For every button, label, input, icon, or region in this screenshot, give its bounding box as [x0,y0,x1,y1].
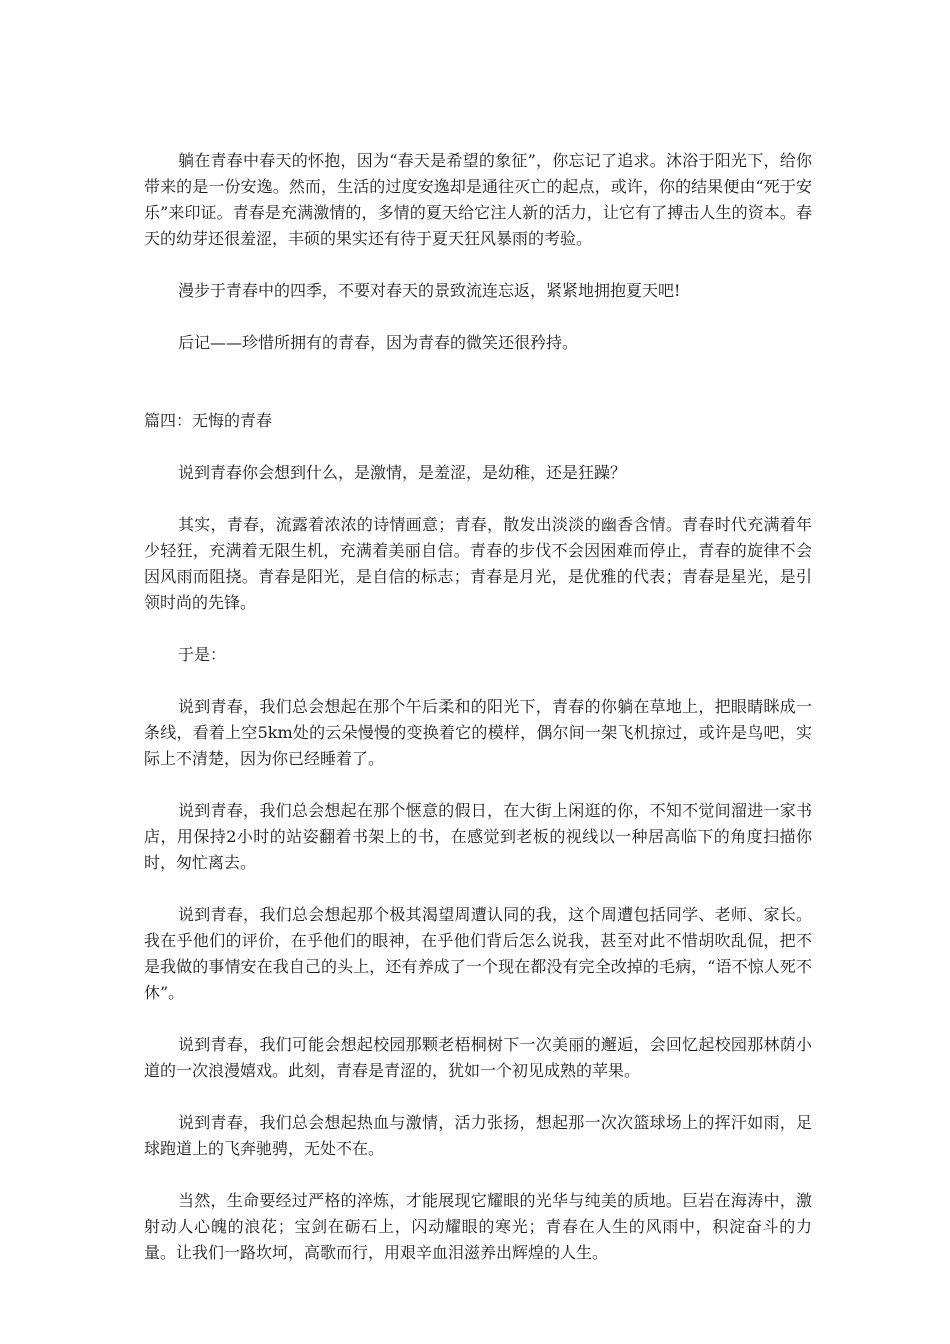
section-heading: 篇四：无悔的青春 [144,411,273,430]
document-body [144,148,812,1292]
paragraph: 其实，青春，流露着浓浓的诗情画意；青春，散发出淡淡的幽香含情。青春时代充满着年少轻狂，充满着无限生机，充满着美丽自信。青春的步伐不会因困难而停止，青春的旋律不会因风雨而阻挠。青春是阳光，是自信的标志；青春是月光，是优雅的代表；青春是星光，是引领时尚的先锋。 [144,515,812,612]
paragraph: 当然，生命要经过严格的淬炼，才能展现它耀眼的光华与纯美的质地。巨岩在海涛中，激射动人心魄的浪花；宝剑在砺石上，闪动耀眼的寒光；青春在人生的风雨中，积淀奋斗的力量。让我们一路坎坷，高歌而行，用艰辛血泪滋养出辉煌的人生。 [144,1191,812,1262]
paragraph: 说到青春，我们总会想起在那个惬意的假日，在大街上闲逛的你，不知不觉间溜进一家书店，用保持2小时的站姿翻着书架上的书，在感觉到老板的视线以一种居高临下的角度扫描你时，匆忙离去。 [144,801,812,872]
paragraph: 说到青春你会想到什么，是激情，是羞涩，是幼稚，还是狂躁？ [178,463,627,482]
paragraph: 躺在青春中春天的怀抱，因为“春天是希望的象征”，你忘记了追求。沐浴于阳光下，给你带来的是一份安逸。然而，生活的过度安逸却是通往灭亡的起点，或许，你的结果便由“死于安乐”来印证。青春是充满激情的，多情的夏天给它注人新的活力，让它有了搏击人生的资本。春天的幼芽还很羞涩，丰硕的果实还有待于夏天狂风暴雨的考验。 [144,151,812,248]
paragraph: 于是： [178,645,227,664]
paragraph: 后记——珍惜所拥有的青春，因为青春的微笑还很矜持。 [178,333,579,352]
paragraph: 说到青春，我们总会想起那个极其渴望周遭认同的我，这个周遭包括同学、老师、家长。我在乎他们的评价，在乎他们的眼神，在乎他们背后怎么说我，甚至对此不惜胡吹乱侃，把不是我做的事情安在我自己的头上，还有养成了一个现在都没有完全改掉的毛病，“语不惊人死不休”。 [144,905,812,1002]
paragraph: 说到青春，我们总会想起热血与激情，活力张扬，想起那一次次篮球场上的挥汗如雨，足球跑道上的飞奔驰骋，无处不在。 [144,1113,812,1158]
paragraph: 漫步于青春中的四季，不要对春天的景致流连忘返，紧紧地拥抱夏天吧! [178,281,681,300]
paragraph: 说到青春，我们可能会想起校园那颗老梧桐树下一次美丽的邂逅，会回忆起校园那林荫小道的一次浪漫嬉戏。此刻，青春是青涩的，犹如一个初见成熟的苹果。 [144,1035,812,1080]
paragraph: 说到青春，我们总会想起在那个午后柔和的阳光下，青春的你躺在草地上，把眼睛眯成一条线，看着上空5km处的云朵慢慢的变换着它的模样，偶尔间一架飞机掠过，或许是鸟吧，实际上不清楚，因为你已经睡着了。 [144,697,812,768]
